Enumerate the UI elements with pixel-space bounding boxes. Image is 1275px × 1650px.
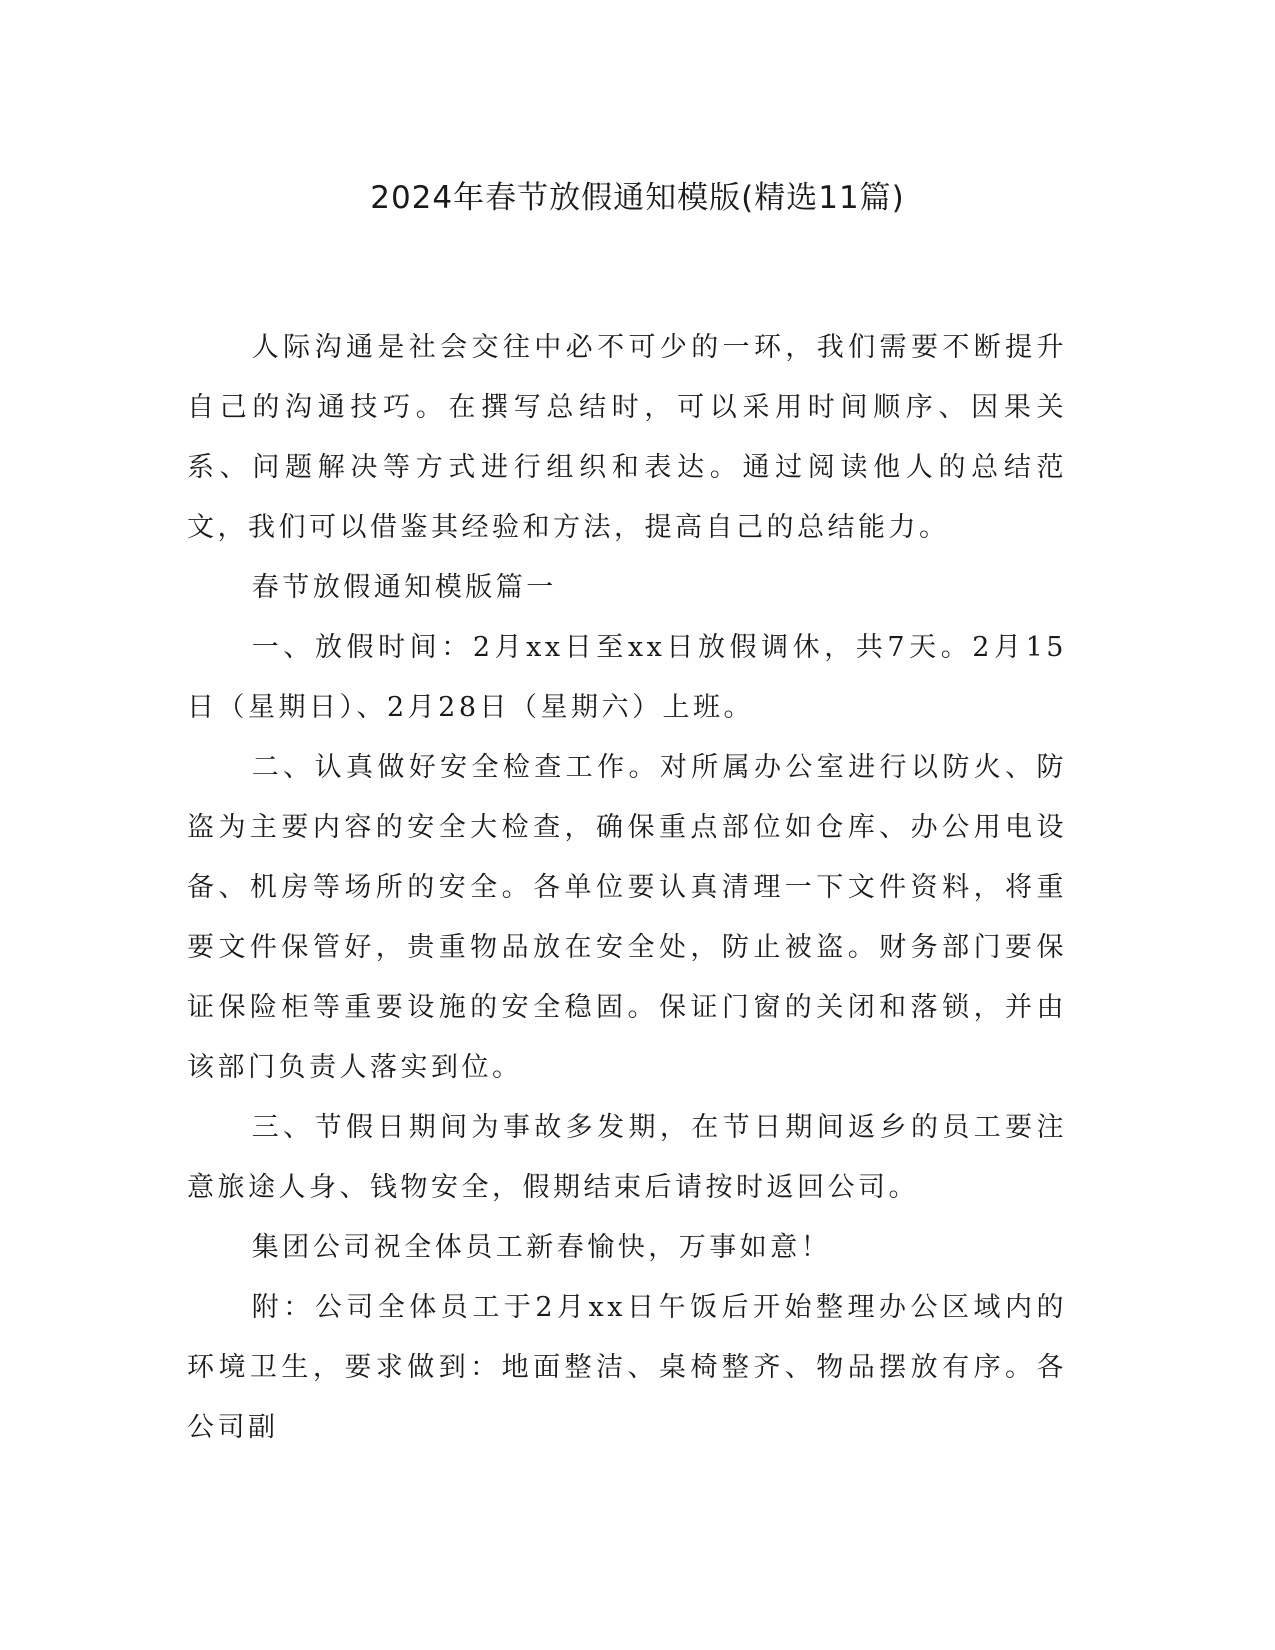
- document-body: [187, 318, 1067, 1458]
- paragraph-section-heading: 春节放假通知模版篇一: [251, 572, 557, 603]
- paragraph-greeting: 集团公司祝全体员工新春愉快，万事如意！: [251, 1232, 832, 1263]
- paragraph-travel-safety: 三、节假日期间为事故多发期，在节日期间返乡的员工要注意旅途人身、钱物安全，假期结束后请按时返回公司。: [187, 1112, 1067, 1203]
- paragraph-intro: 人际沟通是社会交往中必不可少的一环，我们需要不断提升自己的沟通技巧。在撰写总结时，可以采用时间顺序、因果关系、问题解决等方式进行组织和表达。通过阅读他人的总结范文，我们可以借鉴其经验和方法，提高自己的总结能力。: [187, 332, 1067, 543]
- paragraph-holiday-time: 一、放假时间：2月xx日至xx日放假调休，共7天。2月15日（星期日）、2月28日（星期六）上班。: [187, 632, 1067, 723]
- paragraph-appendix: 附：公司全体员工于2月xx日午饭后开始整理办公区域内的环境卫生，要求做到：地面整洁、桌椅整齐、物品摆放有序。各公司副: [187, 1292, 1067, 1443]
- document-title: 2024年春节放假通知模版(精选11篇): [370, 180, 905, 216]
- paragraph-safety-check: 二、认真做好安全检查工作。对所属办公室进行以防火、防盗为主要内容的安全大检查，确保重点部位如仓库、办公用电设备、机房等场所的安全。各单位要认真清理一下文件资料，将重要文件保管好，贵重物品放在安全处，防止被盗。财务部门要保证保险柜等重要设施的安全稳固。保证门窗的关闭和落锁，并由该部门负责人落实到位。: [187, 752, 1067, 1083]
